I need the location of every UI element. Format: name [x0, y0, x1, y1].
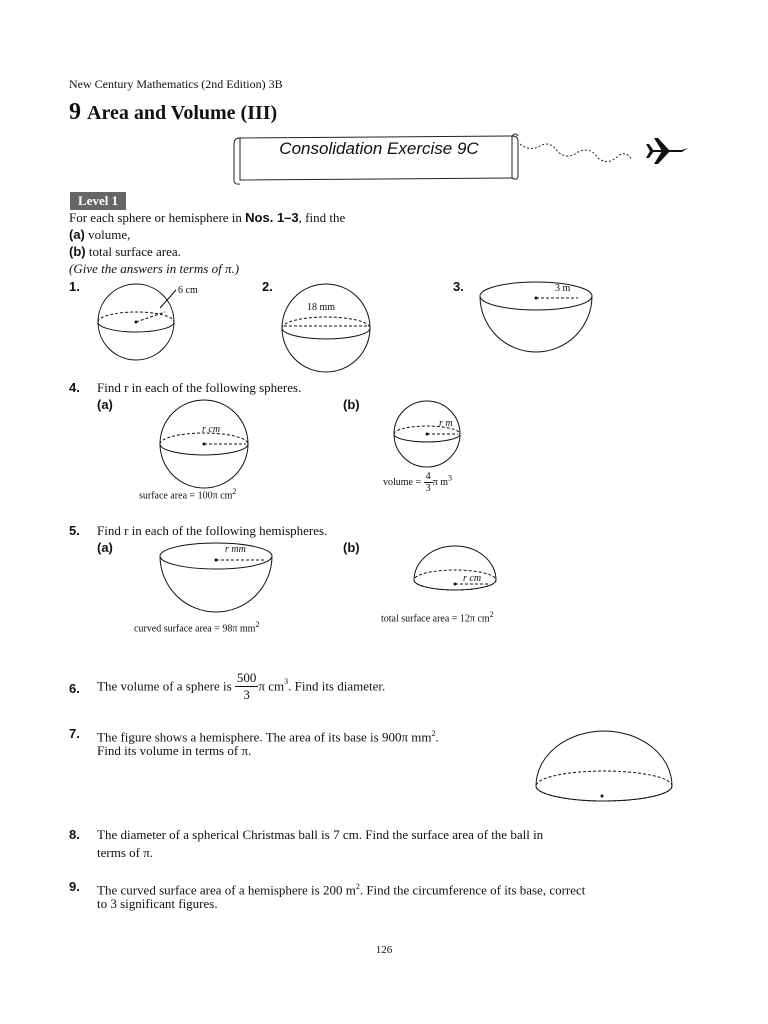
part-a-label: (a) [69, 227, 85, 242]
q1-sphere-figure [90, 280, 220, 380]
q4b-caption: volume = $\frac{4}{3}$ π $m^3$ [383, 471, 452, 494]
intro-b [69, 244, 181, 260]
q5a-radius-label: r mm [225, 544, 246, 555]
q7-line1: The figure shows a hemisphere. The area of its base is 900π $mm^2$. [97, 729, 439, 745]
q2-diameter-label: 18 mm [307, 302, 336, 313]
chapter-heading [69, 99, 277, 126]
q5a-label: (a) [97, 540, 113, 555]
q5a-caption: curved surface area = 98π $mm^2$ [134, 620, 260, 635]
banner-title: Consolidation Exercise 9C [279, 139, 479, 158]
q8-line1: The diameter of a spherical Christmas ball is 7 cm. Find the surface area of the ball in [97, 827, 544, 842]
intro-line [69, 210, 345, 226]
q6-number: 6. [69, 681, 80, 696]
q4-text: Find r in each of the following spheres. [97, 380, 302, 395]
intro-text: For each sphere or hemisphere in [69, 210, 246, 225]
q5-text: Find r in each of the following hemispheres. [97, 523, 328, 538]
q7-line2: Find its volume in terms of π. [97, 743, 252, 758]
q1-radius-label: 6 cm [178, 285, 198, 296]
part-b-text: total surface area. [88, 244, 181, 259]
q2-sphere-figure [276, 280, 386, 390]
q8-number: 8. [69, 827, 80, 842]
q6-text: The volume of a sphere is $\frac{500}{3}$ π $cm^3$. Find its diameter. [97, 670, 386, 702]
level-badge: Level 1 [70, 192, 126, 210]
q4a-sphere-figure [146, 398, 266, 492]
intro-text-post: , find the [298, 210, 346, 225]
q8-line2: terms of π. [97, 845, 154, 860]
intro-note: (Give the answers in terms of π.) [69, 261, 240, 276]
intro-bold: Nos. 1–3 [245, 210, 299, 225]
q5a-hemisphere-figure [154, 540, 278, 616]
airplane-icon [646, 138, 688, 164]
q4a-label: (a) [97, 397, 113, 412]
book-title: New Century Mathematics (2nd Edition) 3B [69, 77, 283, 91]
chapter-title: Area and Volume (III) [87, 102, 278, 124]
intro-a [69, 227, 130, 243]
q5b-caption: total surface area = 12π $cm^2$ [381, 610, 494, 625]
q4b-sphere-figure [390, 398, 470, 472]
page-number: 126 [375, 944, 393, 956]
q3-hemisphere-figure [478, 276, 608, 366]
q4b-radius-label: r m [439, 418, 453, 429]
q5-number: 5. [69, 523, 80, 538]
q4-number: 4. [69, 380, 80, 395]
q5b-radius-label: r cm [463, 573, 482, 584]
q1-number: 1. [69, 279, 80, 294]
q7-number: 7. [69, 726, 80, 741]
q3-number: 3. [453, 279, 464, 294]
q5b-label: (b) [343, 540, 360, 555]
q9-line2: to 3 significant figures. [97, 896, 218, 911]
q9-line1: The curved surface area of a hemisphere is 200 $m^2$. Find the circumference of its base, correct [97, 882, 586, 898]
chapter-number: 9 [69, 99, 81, 125]
q4a-radius-label: r cm [202, 424, 221, 435]
q4b-label: (b) [343, 397, 360, 412]
q5b-hemisphere-figure [408, 544, 502, 600]
part-b-label: (b) [69, 244, 86, 259]
q4a-caption: surface area = 100π $cm^2$ [139, 487, 237, 502]
q3-radius-label: 3 m [555, 283, 571, 294]
q7-hemisphere-figure [530, 730, 680, 820]
part-a-text: volume, [88, 227, 131, 242]
q9-number: 9. [69, 879, 80, 894]
q2-number: 2. [262, 279, 273, 294]
